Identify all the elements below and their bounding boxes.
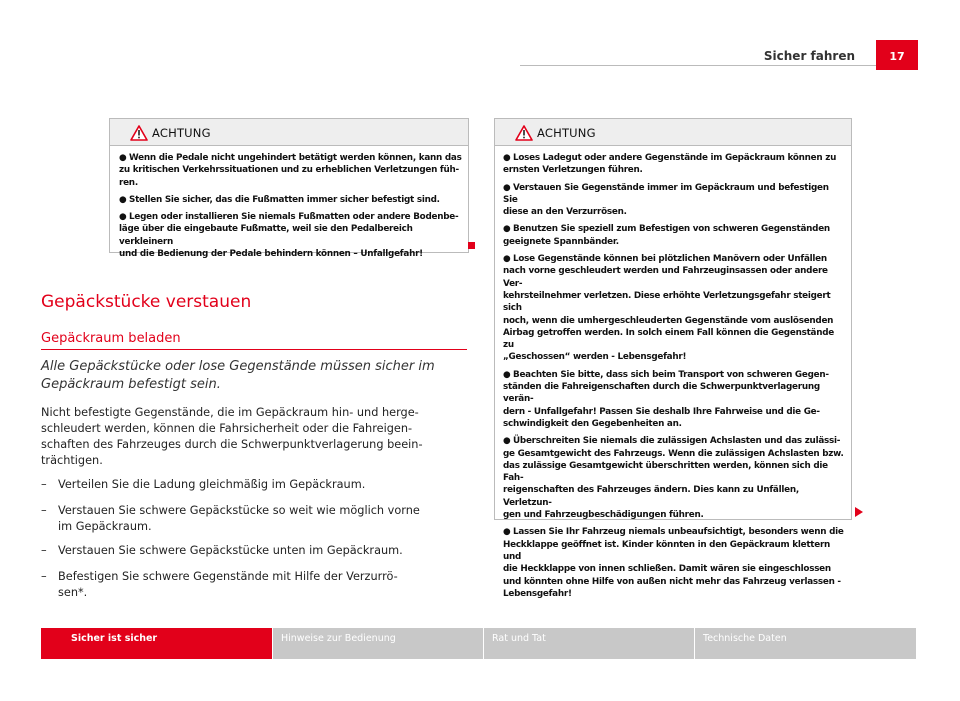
tab-rat-und-tat[interactable]: Rat und Tat	[483, 628, 694, 659]
warning-item: ● Lassen Sie Ihr Fahrzeug niemals unbeaufsichtigt, besonders wenn die Heckklappe geöffnet ist. Kinder könnten in den Gepäckraum klettern und die Heckklappe von innen schließen. Damit wären sie eingeschlossen und könnten ohne Hilfe von außen nicht mehr das Fahrzeug verlassen - Lebensgefahr!	[503, 527, 844, 599]
page-number: 17	[876, 40, 918, 70]
warning-item: ● Beachten Sie bitte, dass sich beim Transport von schweren Gegen- ständen die Fahreigenschaften durch die Schwerpunktverlagerung verän- dern - Unfallgefahr! Passen Sie deshalb Ihre Fahrweise und die Ge- schwindigkeit den Gegebenheiten an.	[503, 369, 829, 429]
warning-title: ACHTUNG	[152, 126, 211, 140]
warning-item: ● Überschreiten Sie niemals die zulässigen Achslasten und das zulässi- ge Gesamtgewicht des Fahrzeugs. Wenn die zulässigen Achslasten bzw. das zulässige Gesamtgewicht überschritten werden, können sich die Fah- reigenschaften des Fahrzeuges ändern. Dies kann zu Unfällen, Verletzun- gen und Fahrzeugbeschädigungen führen.	[503, 436, 844, 521]
tab-hinweise-zur-bedienung[interactable]: Hinweise zur Bedienung	[272, 628, 483, 659]
warning-title: ACHTUNG	[537, 126, 596, 140]
warning-box-left	[109, 118, 469, 260]
body-paragraph: Nicht befestigte Gegenstände, die im Gepäckraum hin- und herge- schleudert werden, können die Fahrsicherheit oder die Fahreigen- schaften des Fahrzeuges durch die Schwerpunktverlagerung beein- trächtigen.	[41, 406, 423, 467]
warning-item: ● Lose Gegenstände können bei plötzlichen Manövern oder Unfällen nach vorne geschleudert werden und Fahrzeuginsassen oder andere Ver- kehrsteilnehmer verletzen. Diese erhöhte Verletzungsgefahr steigert sich noch, wenn die umhergeschleuderten Gegenstände vom auslösenden Airbag getroffen werden. In solch einem Fall können die Gegenstände zu „Geschossen“ werden - Lebensgefahr!	[503, 254, 834, 363]
warning-header	[495, 119, 851, 146]
continue-arrow-icon	[855, 507, 863, 517]
tab-technische-daten[interactable]: Technische Daten	[694, 628, 916, 659]
warning-item: ● Legen oder installieren Sie niemals Fußmatten oder andere Bodenbe- läge über die eingebaute Fußmatte, weil sie den Pedalbereich verkleinern und die Bedienung der Pedale behindern können – Unfallgefahr!	[119, 212, 459, 260]
warning-header	[110, 119, 468, 146]
list-item: – Befestigen Sie schwere Gegenstände mit Hilfe der Verzurrö- sen*.	[41, 570, 398, 599]
section-title: Gepäckstücke verstauen	[41, 292, 252, 312]
list-item: – Verstauen Sie schwere Gepäckstücke unten im Gepäckraum.	[41, 544, 403, 557]
warning-item: ● Benutzen Sie speziell zum Befestigen von schweren Gegenständen geeignete Spannbänder.	[503, 224, 830, 247]
warning-body	[495, 146, 851, 611]
lead-paragraph: Alle Gepäckstücke oder lose Gegenstände müssen sicher im Gepäckraum befestigt sein.	[41, 359, 435, 392]
warning-item: ● Loses Ladegut oder andere Gegenstände im Gepäckraum können zu ernsten Verletzungen führen.	[503, 153, 837, 176]
warning-body	[110, 146, 468, 271]
warning-triangle-icon	[515, 125, 533, 141]
list-item: – Verstauen Sie schwere Gepäckstücke so weit wie möglich vorne im Gepäckraum.	[41, 504, 420, 533]
subsection-rule	[41, 349, 467, 350]
warning-item: ● Wenn die Pedale nicht ungehindert betätigt werden können, kann das zu kritischen Verkehrssituationen und zu erheblichen Verletzungen füh- ren.	[119, 153, 462, 188]
warning-item: ● Verstauen Sie Gegenstände immer im Gepäckraum und befestigen Sie diese an den Verzurrösen.	[503, 182, 829, 218]
header-rule	[520, 65, 876, 66]
header-section-title: Sicher fahren	[763, 49, 855, 63]
subsection-title: Gepäckraum beladen	[41, 331, 181, 346]
tab-sicher-ist-sicher[interactable]: Sicher ist sicher	[41, 628, 272, 659]
list-item: – Verteilen Sie die Ladung gleichmäßig im Gepäckraum.	[41, 478, 366, 491]
footer-nav	[41, 628, 918, 659]
warning-item: ● Stellen Sie sicher, das die Fußmatten immer sicher befestigt sind.	[119, 194, 440, 205]
warning-box-right	[494, 118, 852, 599]
warning-triangle-icon	[130, 125, 148, 141]
section-end-marker	[468, 242, 475, 249]
